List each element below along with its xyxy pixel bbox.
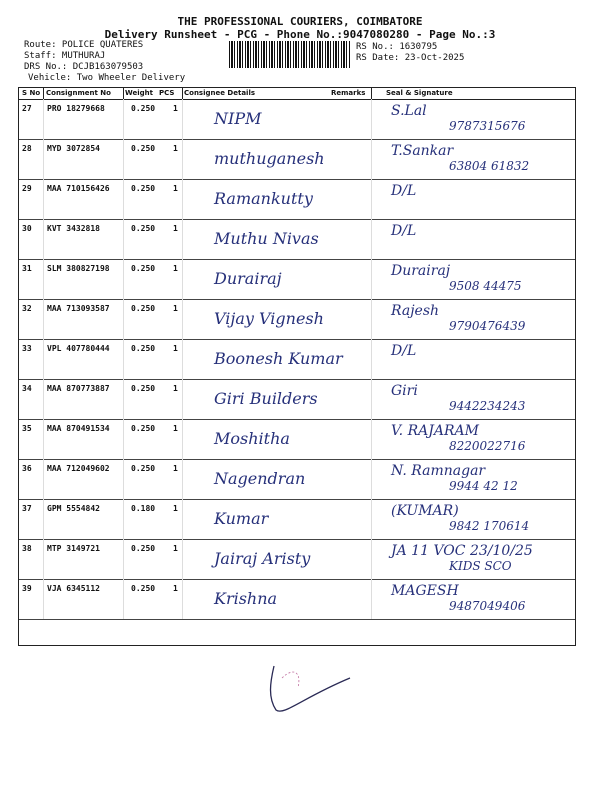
row-pcs: 1: [173, 144, 178, 153]
col-remarks: Remarks: [331, 89, 366, 97]
row-consignment-no: MAA 710156426: [47, 184, 110, 193]
barcode: [229, 41, 351, 68]
row-weight: 0.250: [131, 384, 156, 393]
row-seal-signature: D/L: [391, 223, 417, 239]
meta-vehicle: Vehicle: Two Wheeler Delivery: [28, 73, 186, 83]
row-consignee-name: NIPM: [214, 109, 262, 128]
row-sno: 38: [22, 544, 32, 553]
row-pcs: 1: [173, 424, 178, 433]
row-consignment-no: KVT 3432818: [47, 224, 100, 233]
row-consignee-name: muthuganesh: [214, 149, 325, 168]
row-weight: 0.250: [131, 344, 156, 353]
table-row: [19, 259, 575, 300]
col-weight: Weight: [125, 89, 153, 97]
row-seal-signature: T.Sankar: [391, 143, 454, 159]
meta-rs-no: RS No.: 1630795: [356, 42, 438, 52]
meta-drs: DRS No.: DCJB163079503: [24, 62, 144, 72]
table-row: [19, 339, 575, 380]
row-sno: 29: [22, 184, 32, 193]
table-row: [19, 459, 575, 500]
row-seal-signature: D/L: [391, 183, 417, 199]
row-consignee-name: Nagendran: [214, 469, 306, 488]
row-sno: 31: [22, 264, 32, 273]
meta-rs-date: RS Date: 23-Oct-2025: [356, 53, 465, 63]
row-phone: 8220022716: [449, 439, 526, 453]
row-pcs: 1: [173, 264, 178, 273]
row-seal-signature: Durairaj: [391, 263, 451, 279]
col-consignment: Consignment No: [46, 89, 111, 97]
row-consignee-name: Krishna: [214, 589, 278, 608]
row-consignment-no: VJA 6345112: [47, 584, 100, 593]
row-phone: KIDS SCO: [449, 559, 512, 573]
row-weight: 0.250: [131, 584, 156, 593]
row-pcs: 1: [173, 384, 178, 393]
row-sno: 36: [22, 464, 32, 473]
row-pcs: 1: [173, 184, 178, 193]
row-weight: 0.250: [131, 144, 156, 153]
row-pcs: 1: [173, 504, 178, 513]
runsheet-table: [18, 87, 576, 646]
row-consignee-name: Durairaj: [214, 269, 282, 288]
row-consignment-no: MAA 870491534: [47, 424, 110, 433]
row-weight: 0.250: [131, 224, 156, 233]
row-sno: 35: [22, 424, 32, 433]
row-consignment-no: SLM 380827198: [47, 264, 110, 273]
col-seal: Seal & Signature: [386, 89, 453, 97]
row-seal-signature: JA 11 VOC 23/10/25: [391, 543, 533, 559]
row-pcs: 1: [173, 544, 178, 553]
row-seal-signature: (KUMAR): [391, 503, 459, 519]
row-consignment-no: MTP 3149721: [47, 544, 100, 553]
table-row: [19, 139, 575, 180]
table-row: [19, 379, 575, 420]
row-consignee-name: Vijay Vignesh: [214, 309, 324, 328]
col-consignee: Consignee Details: [184, 89, 256, 97]
row-consignment-no: MYD 3072854: [47, 144, 100, 153]
row-seal-signature: S.Lal: [391, 103, 427, 119]
row-phone: 9790476439: [449, 319, 526, 333]
row-consignee-name: Jairaj Aristy: [214, 549, 311, 568]
row-sno: 39: [22, 584, 32, 593]
row-pcs: 1: [173, 464, 178, 473]
row-weight: 0.180: [131, 504, 156, 513]
row-weight: 0.250: [131, 544, 156, 553]
row-consignee-name: Ramankutty: [214, 189, 313, 208]
row-consignment-no: MAA 870773887: [47, 384, 110, 393]
row-sno: 37: [22, 504, 32, 513]
row-seal-signature: Rajesh: [391, 303, 440, 319]
row-consignee-name: Giri Builders: [214, 389, 318, 408]
row-seal-signature: N. Ramnagar: [391, 463, 486, 479]
col-sno: S No: [22, 89, 41, 97]
row-pcs: 1: [173, 304, 178, 313]
row-consignment-no: MAA 713093587: [47, 304, 110, 313]
document-title: THE PROFESSIONAL COURIERS, COIMBATORE: [177, 15, 423, 28]
meta-route: Route: POLICE QUATERES: [24, 40, 144, 50]
row-weight: 0.250: [131, 304, 156, 313]
row-weight: 0.250: [131, 264, 156, 273]
row-seal-signature: Giri: [391, 383, 418, 399]
row-pcs: 1: [173, 104, 178, 113]
meta-staff: Staff: MUTHURAJ: [24, 51, 106, 61]
row-weight: 0.250: [131, 104, 156, 113]
row-phone: 9487049406: [449, 599, 526, 613]
row-phone: 63804 61832: [449, 159, 530, 173]
row-consignee-name: Muthu Nivas: [214, 229, 319, 248]
row-sno: 32: [22, 304, 32, 313]
row-consignment-no: PRO 18279668: [47, 104, 105, 113]
row-consignee-name: Moshitha: [214, 429, 290, 448]
table-row: [19, 99, 575, 140]
row-pcs: 1: [173, 224, 178, 233]
col-pcs: PCS: [159, 89, 175, 97]
row-seal-signature: MAGESH: [391, 583, 459, 599]
row-phone: 9508 44475: [449, 279, 522, 293]
row-weight: 0.250: [131, 464, 156, 473]
staff-signature: [262, 658, 352, 718]
table-row: [19, 219, 575, 260]
row-consignment-no: GPM 5554842: [47, 504, 100, 513]
row-pcs: 1: [173, 344, 178, 353]
row-phone: 9944 42 12: [449, 479, 518, 493]
row-sno: 33: [22, 344, 32, 353]
row-seal-signature: D/L: [391, 343, 417, 359]
table-row: [19, 179, 575, 220]
row-pcs: 1: [173, 584, 178, 593]
row-seal-signature: V. RAJARAM: [391, 423, 479, 439]
row-phone: 9787315676: [449, 119, 526, 133]
row-consignment-no: MAA 712049602: [47, 464, 110, 473]
table-row: [19, 539, 575, 580]
row-weight: 0.250: [131, 424, 156, 433]
document-subtitle: Delivery Runsheet - PCG - Phone No.:9047080280 - Page No.:3: [104, 28, 496, 41]
row-sno: 30: [22, 224, 32, 233]
row-weight: 0.250: [131, 184, 156, 193]
table-row: [19, 419, 575, 460]
table-row: [19, 299, 575, 340]
row-consignee-name: Kumar: [214, 509, 269, 528]
row-sno: 34: [22, 384, 32, 393]
table-row: [19, 579, 575, 620]
row-sno: 28: [22, 144, 32, 153]
table-row: [19, 499, 575, 540]
row-phone: 9442234243: [449, 399, 526, 413]
row-consignment-no: VPL 407780444: [47, 344, 110, 353]
row-sno: 27: [22, 104, 32, 113]
row-consignee-name: Boonesh Kumar: [214, 349, 343, 368]
row-phone: 9842 170614: [449, 519, 530, 533]
